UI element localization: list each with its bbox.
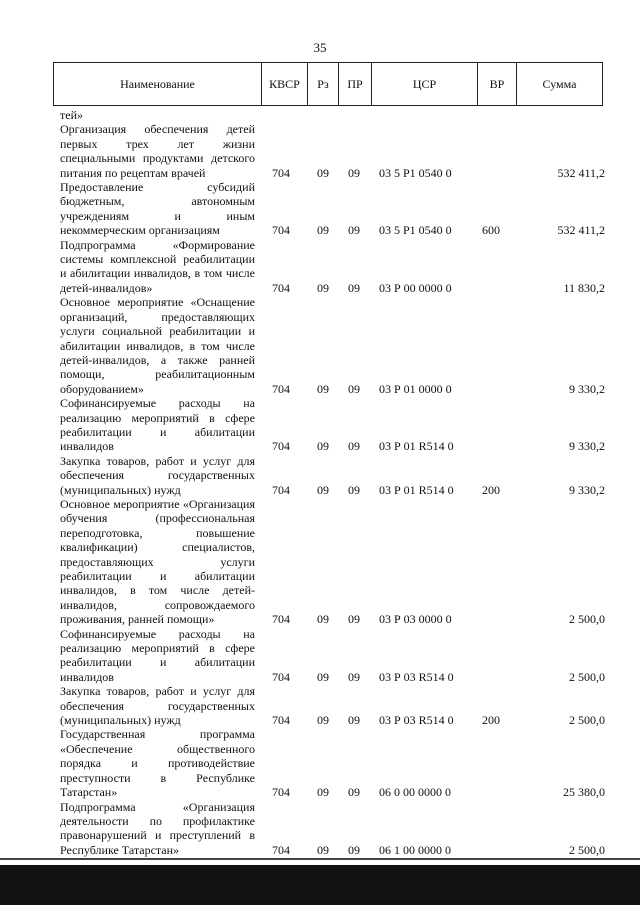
header-pr: ПР bbox=[339, 63, 372, 105]
cell-csr: 03 Р 03 0000 0 bbox=[379, 612, 452, 627]
cell-sum: 2 500,0 bbox=[569, 842, 605, 857]
cell-pr: 09 bbox=[348, 669, 360, 684]
cell-rz: 09 bbox=[317, 223, 329, 238]
cell-kvsr: 704 bbox=[272, 612, 290, 627]
header-csr: ЦСР bbox=[372, 63, 478, 105]
cell-csr: 03 5 Р1 0540 0 bbox=[379, 223, 452, 238]
cell-rz: 09 bbox=[317, 482, 329, 497]
table-body bbox=[60, 108, 605, 857]
cell-sum: 9 330,2 bbox=[569, 439, 605, 454]
cell-kvsr: 704 bbox=[272, 713, 290, 728]
cell-sum: 9 330,2 bbox=[569, 381, 605, 396]
row-name: Государственная программа «Обеспечение общественного порядка и противодействие преступности в Республике Татарстан» bbox=[60, 727, 255, 800]
cell-kvsr: 704 bbox=[272, 223, 290, 238]
cell-csr: 03 Р 03 R514 0 bbox=[379, 713, 454, 728]
cell-kvsr: 704 bbox=[272, 669, 290, 684]
row-values bbox=[255, 396, 605, 454]
cell-pr: 09 bbox=[348, 381, 360, 396]
table-row bbox=[60, 627, 605, 685]
cell-pr: 09 bbox=[348, 785, 360, 800]
cell-rz: 09 bbox=[317, 280, 329, 295]
row-name: Основное мероприятие «Оснащение организаций, предоставляющих услуги социальной реабилитации и абилитации инвалидов, в том числе детей-инвалидов, а также ранней помощи, реабилитационным оборудованием» bbox=[60, 295, 255, 396]
header-kvsr: КВСР bbox=[262, 63, 308, 105]
row-name: Подпрограмма «Организация деятельности по профилактике правонарушений и преступлений в Республике Татарстан» bbox=[60, 799, 255, 857]
cell-csr: 03 Р 03 R514 0 bbox=[379, 669, 454, 684]
cell-csr: 03 Р 01 R514 0 bbox=[379, 439, 454, 454]
cell-pr: 09 bbox=[348, 439, 360, 454]
page-number: 35 bbox=[313, 40, 327, 55]
table-row bbox=[60, 295, 605, 396]
cell-csr: 06 1 00 0000 0 bbox=[379, 842, 451, 857]
row-name: Основное мероприятие «Организация обучения (профессиональная переподготовка, повышение квалификации) специалистов, предоставляющих услуги реабилитации и абилитации инвалидов, в том числе детей-инвалидов, сопровождаемого проживания, ранней помощи» bbox=[60, 496, 255, 627]
cell-csr: 03 Р 01 0000 0 bbox=[379, 381, 452, 396]
cell-kvsr: 704 bbox=[272, 439, 290, 454]
table-row bbox=[60, 684, 605, 727]
row-values bbox=[255, 727, 605, 799]
cell-rz: 09 bbox=[317, 165, 329, 180]
cell-pr: 09 bbox=[348, 482, 360, 497]
cell-rz: 09 bbox=[317, 669, 329, 684]
cell-kvsr: 704 bbox=[272, 785, 290, 800]
cell-kvsr: 704 bbox=[272, 280, 290, 295]
cell-pr: 09 bbox=[348, 165, 360, 180]
table-row bbox=[60, 238, 605, 296]
cell-sum: 2 500,0 bbox=[569, 713, 605, 728]
cell-csr: 03 5 Р1 0540 0 bbox=[379, 165, 452, 180]
cell-pr: 09 bbox=[348, 713, 360, 728]
row-name: Закупка товаров, работ и услуг для обеспечения государственных (муниципальных) нужд bbox=[60, 453, 255, 497]
cell-sum: 532 411,2 bbox=[557, 223, 605, 238]
table-row bbox=[60, 108, 605, 122]
table-row bbox=[60, 122, 605, 180]
cell-csr: 06 0 00 0000 0 bbox=[379, 785, 451, 800]
row-name: Софинансируемые расходы на реализацию мероприятий в сфере реабилитации и абилитации инвалидов bbox=[60, 396, 255, 454]
cell-rz: 09 bbox=[317, 842, 329, 857]
cell-sum: 2 500,0 bbox=[569, 669, 605, 684]
row-values bbox=[255, 108, 605, 122]
cell-sum: 11 830,2 bbox=[563, 280, 605, 295]
row-values bbox=[255, 180, 605, 238]
cell-sum: 25 380,0 bbox=[563, 785, 605, 800]
cell-sum: 2 500,0 bbox=[569, 612, 605, 627]
row-values bbox=[255, 454, 605, 497]
cell-rz: 09 bbox=[317, 713, 329, 728]
row-name: Закупка товаров, работ и услуг для обеспечения государственных (муниципальных) нужд bbox=[60, 684, 255, 728]
header-name: Наименование bbox=[54, 63, 262, 105]
row-values bbox=[255, 800, 605, 858]
scan-edge-bar bbox=[0, 865, 640, 905]
table-row bbox=[60, 454, 605, 497]
cell-rz: 09 bbox=[317, 439, 329, 454]
cell-vr: 200 bbox=[482, 482, 500, 497]
cell-vr: 200 bbox=[482, 713, 500, 728]
row-name: тей» bbox=[60, 108, 83, 122]
row-values bbox=[255, 122, 605, 180]
table-row bbox=[60, 497, 605, 627]
scan-edge-line bbox=[0, 858, 640, 860]
row-name: Софинансируемые расходы на реализацию мероприятий в сфере реабилитации и абилитации инвалидов bbox=[60, 626, 255, 684]
cell-pr: 09 bbox=[348, 842, 360, 857]
header-rz: Рз bbox=[308, 63, 339, 105]
cell-kvsr: 704 bbox=[272, 842, 290, 857]
row-values bbox=[255, 627, 605, 685]
cell-vr: 600 bbox=[482, 223, 500, 238]
row-values bbox=[255, 295, 605, 396]
header-vr: ВР bbox=[478, 63, 517, 105]
cell-csr: 03 Р 00 0000 0 bbox=[379, 280, 452, 295]
cell-rz: 09 bbox=[317, 785, 329, 800]
row-name: Организация обеспечения детей первых трех лет жизни специальными продуктами детского питания по рецептам врачей bbox=[60, 122, 255, 180]
row-name: Подпрограмма «Формирование системы комплексной реабилитации и абилитации инвалидов, в том числе детей-инвалидов» bbox=[60, 237, 255, 295]
row-values bbox=[255, 497, 605, 627]
cell-sum: 532 411,2 bbox=[557, 165, 605, 180]
table-row bbox=[60, 727, 605, 799]
row-values bbox=[255, 238, 605, 296]
cell-rz: 09 bbox=[317, 381, 329, 396]
table-header bbox=[53, 62, 603, 106]
cell-pr: 09 bbox=[348, 280, 360, 295]
cell-kvsr: 704 bbox=[272, 482, 290, 497]
cell-kvsr: 704 bbox=[272, 381, 290, 396]
table-row bbox=[60, 396, 605, 454]
cell-pr: 09 bbox=[348, 223, 360, 238]
row-values bbox=[255, 684, 605, 727]
cell-csr: 03 Р 01 R514 0 bbox=[379, 482, 454, 497]
table-row bbox=[60, 800, 605, 858]
cell-sum: 9 330,2 bbox=[569, 482, 605, 497]
table-row bbox=[60, 180, 605, 238]
row-name: Предоставление субсидий бюджетным, автономным учреждениям и иным некоммерческим организациям bbox=[60, 180, 255, 238]
cell-rz: 09 bbox=[317, 612, 329, 627]
header-sum: Сумма bbox=[542, 76, 577, 91]
cell-pr: 09 bbox=[348, 612, 360, 627]
cell-kvsr: 704 bbox=[272, 165, 290, 180]
